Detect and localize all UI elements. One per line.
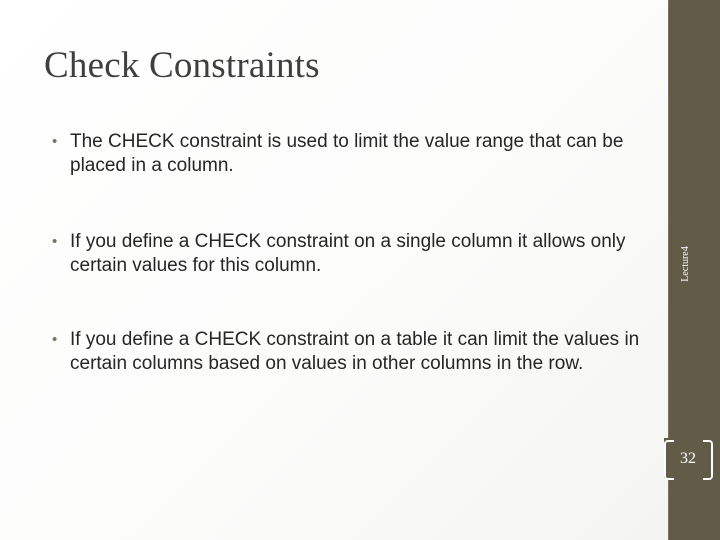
bullet-marker: •: [52, 331, 58, 348]
bullet-item: [52, 130, 642, 178]
lecture-label: Lecture4: [680, 246, 691, 282]
bullet-text: If you define a CHECK constraint on a table it can limit the values in certain columns based on values in other columns in the row.: [70, 329, 640, 374]
right-bracket-icon: [703, 440, 713, 480]
bullet-marker: •: [52, 133, 58, 150]
page-number: 32: [680, 450, 696, 467]
bullet-item: [52, 328, 642, 376]
bullet-text: The CHECK constraint is used to limit the value range that can be placed in a column.: [70, 131, 624, 176]
bullet-marker: •: [52, 233, 58, 250]
slide-title: Check Constraints: [44, 45, 320, 86]
bullet-text: If you define a CHECK constraint on a single column it allows only certain values for this column.: [70, 231, 626, 276]
bullet-item: [52, 230, 642, 278]
